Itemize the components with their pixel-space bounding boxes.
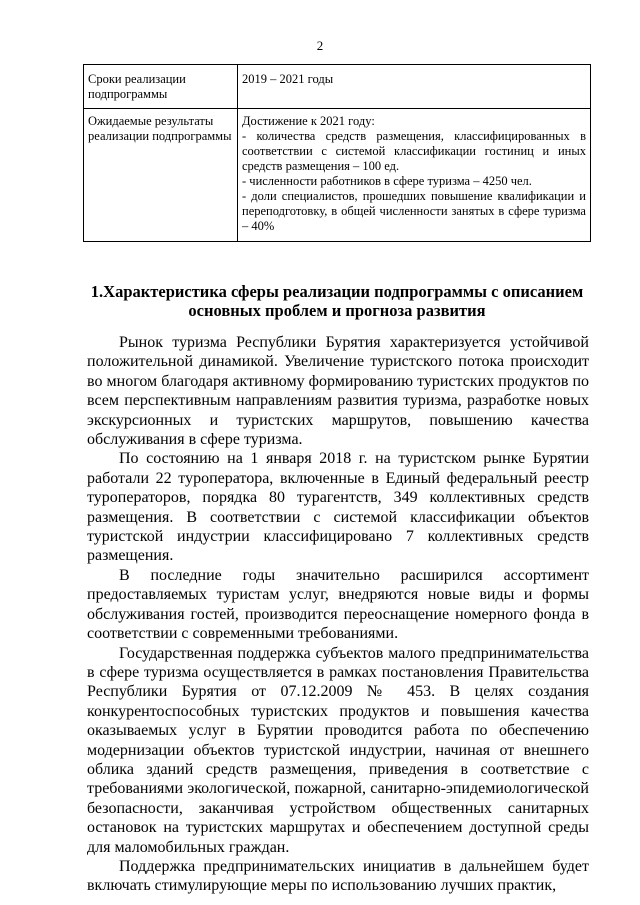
results-intro: Достижение к 2021 году:	[242, 114, 375, 128]
results-item: - численности работников в сфере туризма – 4250 чел.	[242, 174, 532, 188]
paragraph: В последние годы значительно расширился ассортимент предоставляемых туристам услуг, внедряются новые виды и формы обслуживания гостей, производится переоснащение номерного фонда в соответствии с современными требованиями.	[87, 566, 589, 643]
table-row	[84, 65, 591, 109]
row-label-terms: Сроки реализации подпрограммы	[84, 65, 238, 109]
section-heading: 1.Характеристика сферы реализации подпрограммы с описанием основных проблем и прогноза развития	[90, 282, 584, 320]
row-value-terms	[238, 65, 591, 109]
row-label-results: Ожидаемые результаты реализации подпрограммы	[84, 109, 238, 242]
paragraph: Рынок туризма Республики Бурятия характеризуется устойчивой положительной динамикой. Увеличение туристского потока происходит во многом благодаря активному формированию туристских продуктов по всем перспективным направлениям развития туризма, разработке новых экскурсионных и туристских маршрутов, повышению качества обслуживания в сфере туризма.	[87, 334, 589, 449]
results-item: - количества средств размещения, классифицированных в соответствии с системой классификации гостиниц и иных средств размещения – 100 ед.	[242, 129, 586, 173]
terms-value: 2019 – 2021 годы	[242, 72, 334, 86]
row-value-results	[238, 109, 591, 242]
results-item: - доли специалистов, прошедших повышение квалификации и переподготовку, в общей численности занятых в сфере туризма – 40%	[242, 189, 586, 233]
paragraph: Государственная поддержка субъектов малого предпринимательства в сфере туризма осуществляется в рамках постановления Правительства Республики Бурятия от 07.12.2009 № 453. В целях создания конкурентоспособных туристских продуктов и повышения качества оказываемых услуг в Бурятии проводится работа по обеспечению модернизации объектов туристской индустрии, начиная от внешнего облика зданий средств размещения, приведения в соответствие с требованиями экологической, пожарной, санитарно-эпидемиологической безопасности, заканчивая устройством общественных санитарных остановок на туристских маршрутах и обеспечением доступной среды для маломобильных граждан.	[87, 644, 589, 856]
paragraph: По состоянию на 1 января 2018 г. на туристском рынке Бурятии работали 22 туроператора, включенные в Единый федеральный реестр туроператоров, порядка 80 турагентств, 349 коллективных средств размещения. В соответствии с системой классификации объектов туристской индустрии классифицировано 7 коллективных средств размещения.	[87, 450, 589, 565]
subprogram-passport-table	[83, 64, 591, 242]
section-body	[87, 333, 589, 896]
paragraph: Поддержка предпринимательских инициатив в дальнейшем будет включать стимулирующие меры по использованию лучших практик,	[87, 857, 589, 895]
page-number: 2	[316, 38, 324, 53]
table-row	[84, 109, 591, 242]
